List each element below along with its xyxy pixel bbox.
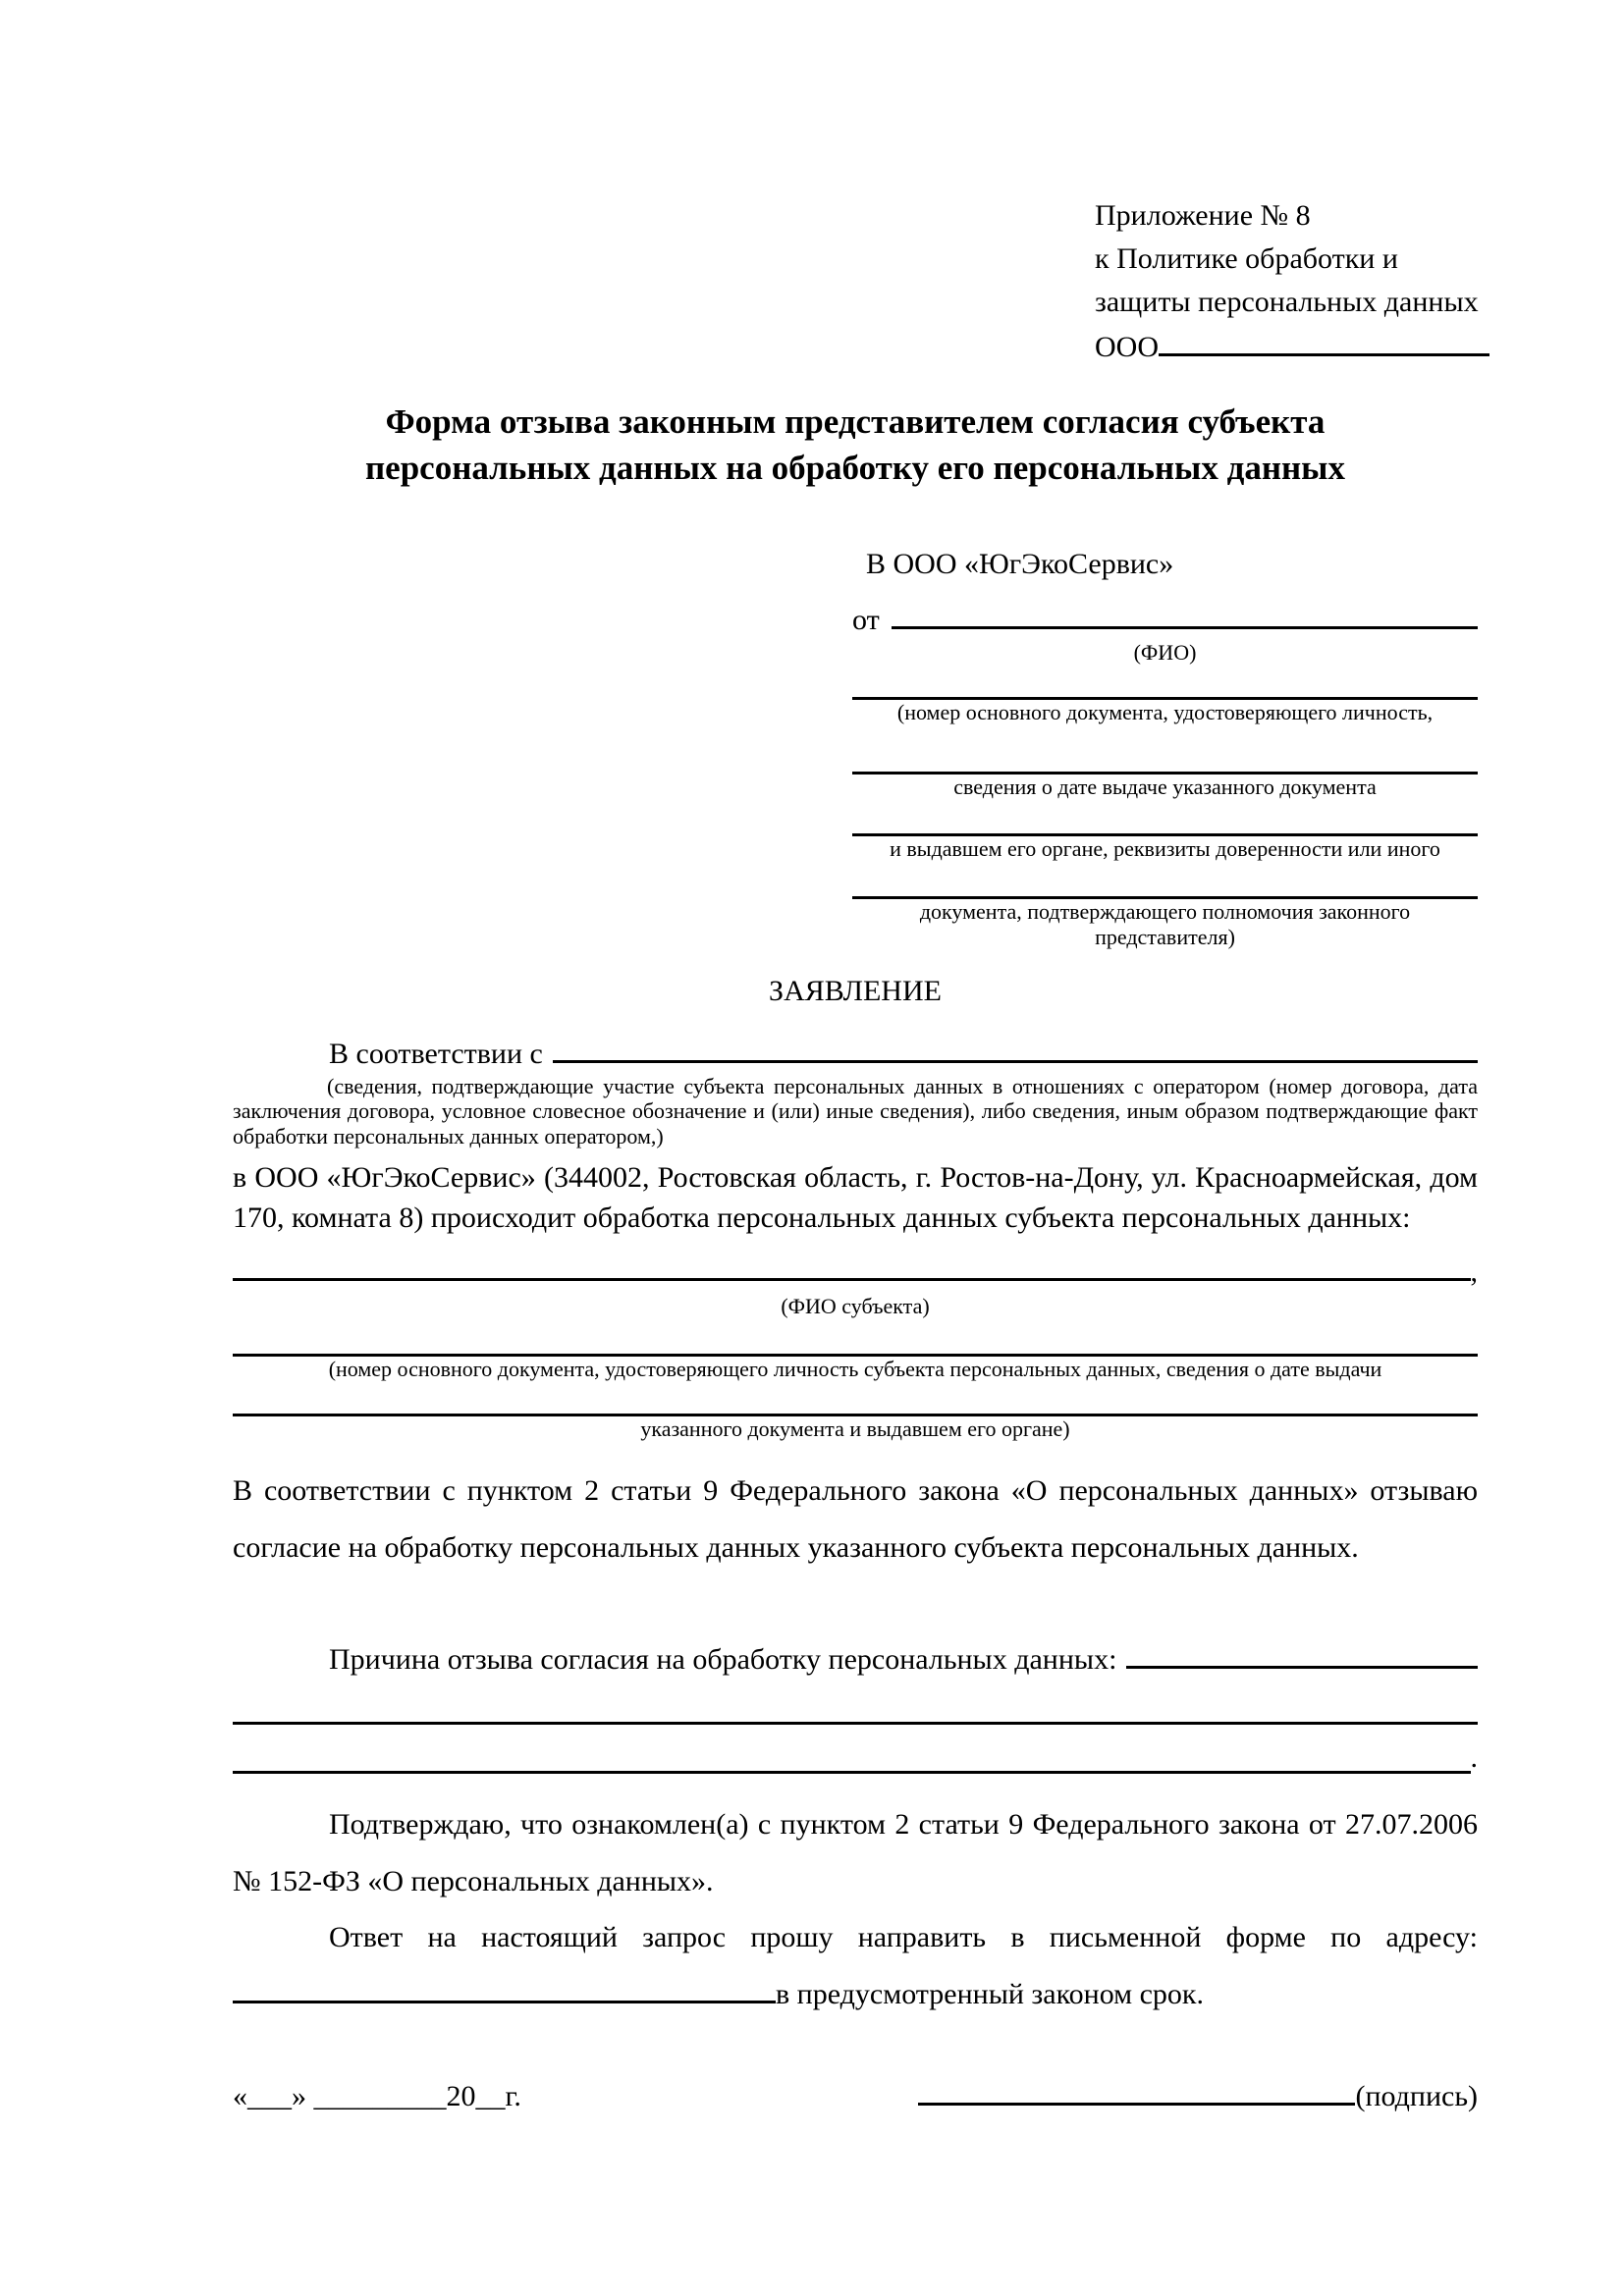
withdrawal-paragraph: В соответствии с пунктом 2 статьи 9 Федерального закона «О персональных данных» отзываю согласие на обработку персональных данных указанного субъекта персональных данных. — [233, 1474, 1478, 1564]
fio-caption: (ФИО) — [1133, 640, 1197, 665]
reason-terminator: . — [1470, 1741, 1478, 1774]
response-address-line[interactable] — [233, 1971, 776, 2003]
representative-fio-line[interactable] — [892, 597, 1478, 629]
subject-document-line[interactable] — [233, 1319, 1478, 1357]
title-line-2: персональных данных на обработку его персональных данных — [365, 449, 1345, 487]
response-address-row — [233, 1966, 1478, 2023]
document-title — [233, 399, 1478, 491]
appendix-header — [1095, 194, 1489, 369]
subject-block — [233, 1249, 1478, 1442]
operator-paragraph: в ООО «ЮгЭкоСервис» (344002, Ростовская область, г. Ростов-на-Дону, ул. Красноармейская, дом 170, комната 8) происходит обработка персональных данных субъекта персональных данных: — [233, 1161, 1478, 1234]
reason-line-3-row — [233, 1725, 1478, 1774]
reason-row — [233, 1631, 1478, 1688]
subject-fio-line[interactable] — [233, 1249, 1471, 1281]
signature-line[interactable] — [918, 2073, 1355, 2106]
appendix-number: Приложение № 8 — [1095, 199, 1311, 232]
from-row — [852, 597, 1478, 640]
subject-authority-line[interactable] — [233, 1382, 1478, 1416]
confirmation-paragraph: Подтверждаю, что ознакомлен(а) с пунктом 2 статьи 9 Федерального закона от 27.07.2006 № 152-ФЗ «О персональных данных». — [233, 1808, 1478, 1897]
reason-label: Причина отзыва согласия на обработку персональных данных: — [329, 1643, 1117, 1676]
intro-prefix: В соответствии с — [329, 1038, 543, 1070]
authority-document-line[interactable] — [852, 862, 1478, 899]
policy-line-1: к Политике обработки и — [1095, 242, 1398, 275]
reason-line-2[interactable] — [233, 1687, 1478, 1725]
reason-line-3[interactable] — [233, 1741, 1471, 1774]
response-request-line: Ответ на настоящий запрос прошу направить в письменной форме по адресу: — [329, 1921, 1478, 1953]
document-number-caption: (номер основного документа, удостоверяющего личность, — [896, 700, 1434, 724]
company-prefix: ООО — [1095, 331, 1159, 363]
authority-document-caption: документа, подтверждающего полномочия законного представителя) — [919, 899, 1411, 949]
date-field[interactable]: «___» _________20__г. — [233, 2080, 521, 2112]
subject-fio-caption: (ФИО субъекта) — [781, 1294, 930, 1318]
issuing-authority-caption: и выдавшем его органе, реквизиты доверенности или иного — [890, 836, 1440, 861]
basis-line[interactable] — [553, 1031, 1478, 1063]
signature-group — [918, 2073, 1478, 2119]
fio-line-comma: , — [1470, 1255, 1478, 1288]
issue-date-line[interactable] — [852, 725, 1478, 774]
reason-blank-lines — [233, 1687, 1478, 1774]
from-label: от — [852, 604, 880, 636]
company-name-line[interactable] — [1159, 324, 1489, 356]
response-suffix: в предусмотренный законом срок. — [776, 1978, 1204, 2010]
policy-line-2: защиты персональных данных — [1095, 286, 1479, 318]
subject-document-caption: (номер основного документа, удостоверяющего личность субъекта персональных данных, сведения о дате выдачи — [328, 1357, 1382, 1381]
subject-authority-caption: указанного документа и выдавшем его органе) — [640, 1416, 1070, 1441]
footer-row — [233, 2073, 1478, 2119]
company-row — [1095, 324, 1489, 369]
statement-heading: ЗАЯВЛЕНИЕ — [769, 975, 942, 1007]
subject-fio-row — [233, 1249, 1478, 1294]
intro-caption: (сведения, подтверждающие участие субъекта персональных данных в отношениях с оператором (номер договора, дата заключения договора, условное словесное обозначение и (или) иные сведения), либо сведения, иным образом подтверждающие факт обработки персональных данных оператором,) — [233, 1074, 1478, 1148]
addressee-company: В ООО «ЮгЭкоСервис» — [866, 548, 1174, 580]
issue-date-caption: сведения о дате выдаче указанного документа — [953, 774, 1377, 799]
signature-caption: (подпись) — [1355, 2080, 1478, 2112]
addressee-block — [852, 546, 1478, 950]
issuing-authority-line[interactable] — [852, 800, 1478, 836]
title-line-1: Форма отзыва законным представителем согласия субъекта — [385, 402, 1326, 441]
document-number-line[interactable] — [852, 666, 1478, 700]
reason-line-1[interactable] — [1126, 1636, 1478, 1669]
intro-row — [233, 1031, 1478, 1076]
